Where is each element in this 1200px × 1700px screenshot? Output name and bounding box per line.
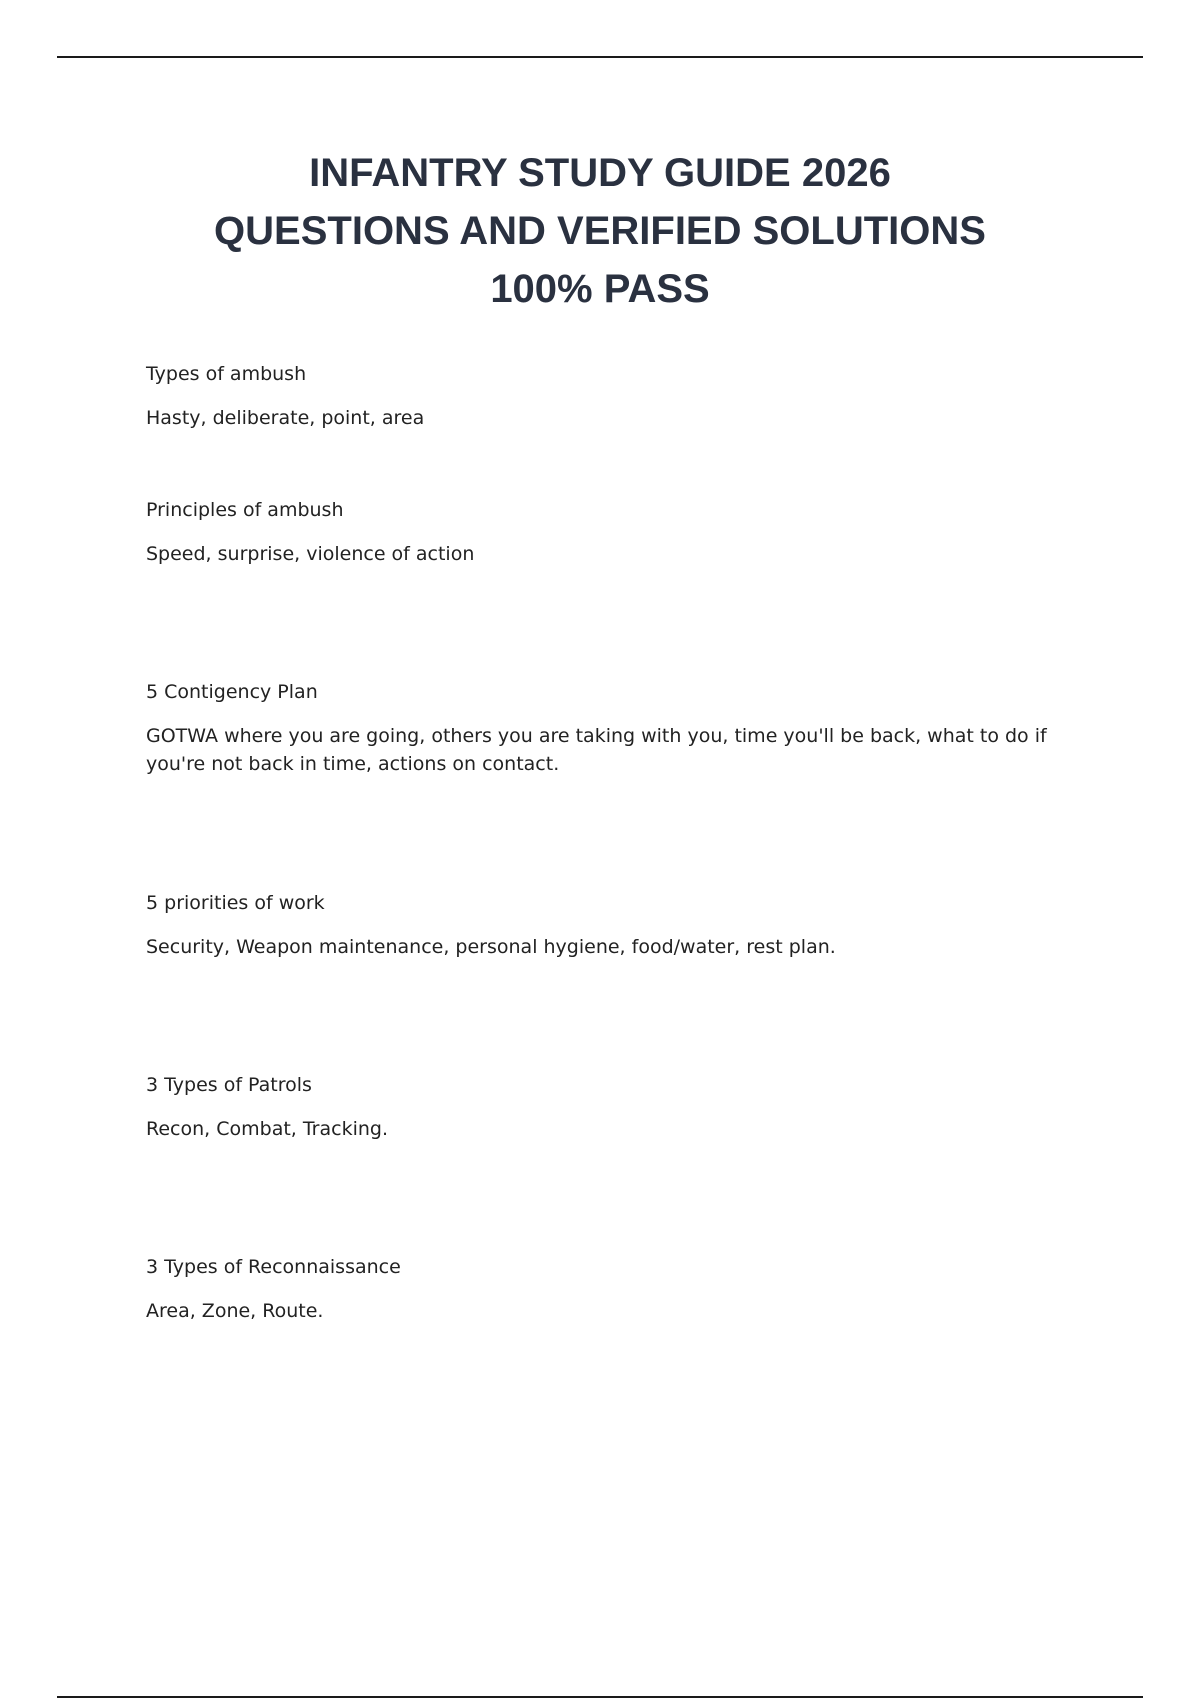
answer-text: Hasty, deliberate, point, area [146,407,425,429]
qa-item-types-of-reconnaissance [146,1253,1086,1325]
title-line-3: 100% PASS [490,267,710,311]
question-text: 3 Types of Patrols [146,1074,312,1096]
answer-text: Area, Zone, Route. [146,1300,324,1322]
answer-text: GOTWA where you are going, others you are taking with you, time you'll be back, what to do if you're not back in time, actions on contact. [146,725,1047,775]
question-text: 5 priorities of work [146,892,325,914]
bottom-rule [57,1696,1143,1698]
answer-text: Recon, Combat, Tracking. [146,1118,388,1140]
question-text: Types of ambush [146,363,307,385]
top-rule [57,56,1143,58]
answer-text: Security, Weapon maintenance, personal hygiene, food/water, rest plan. [146,936,836,958]
question-text: Principles of ambush [146,499,344,521]
question-text: 5 Contigency Plan [146,681,318,703]
qa-item-types-of-patrols [146,1071,1086,1143]
qa-item-contingency-plan [146,678,1086,778]
question-text: 3 Types of Reconnaissance [146,1256,401,1278]
title-line-2: QUESTIONS AND VERIFIED SOLUTIONS [214,209,986,253]
title-line-1: INFANTRY STUDY GUIDE 2026 [309,151,891,195]
qa-item-priorities-of-work [146,889,1086,961]
document-title [100,144,1100,318]
qa-item-principles-of-ambush [146,496,1086,568]
answer-text: Speed, surprise, violence of action [146,543,475,565]
qa-item-types-of-ambush [146,360,1086,432]
